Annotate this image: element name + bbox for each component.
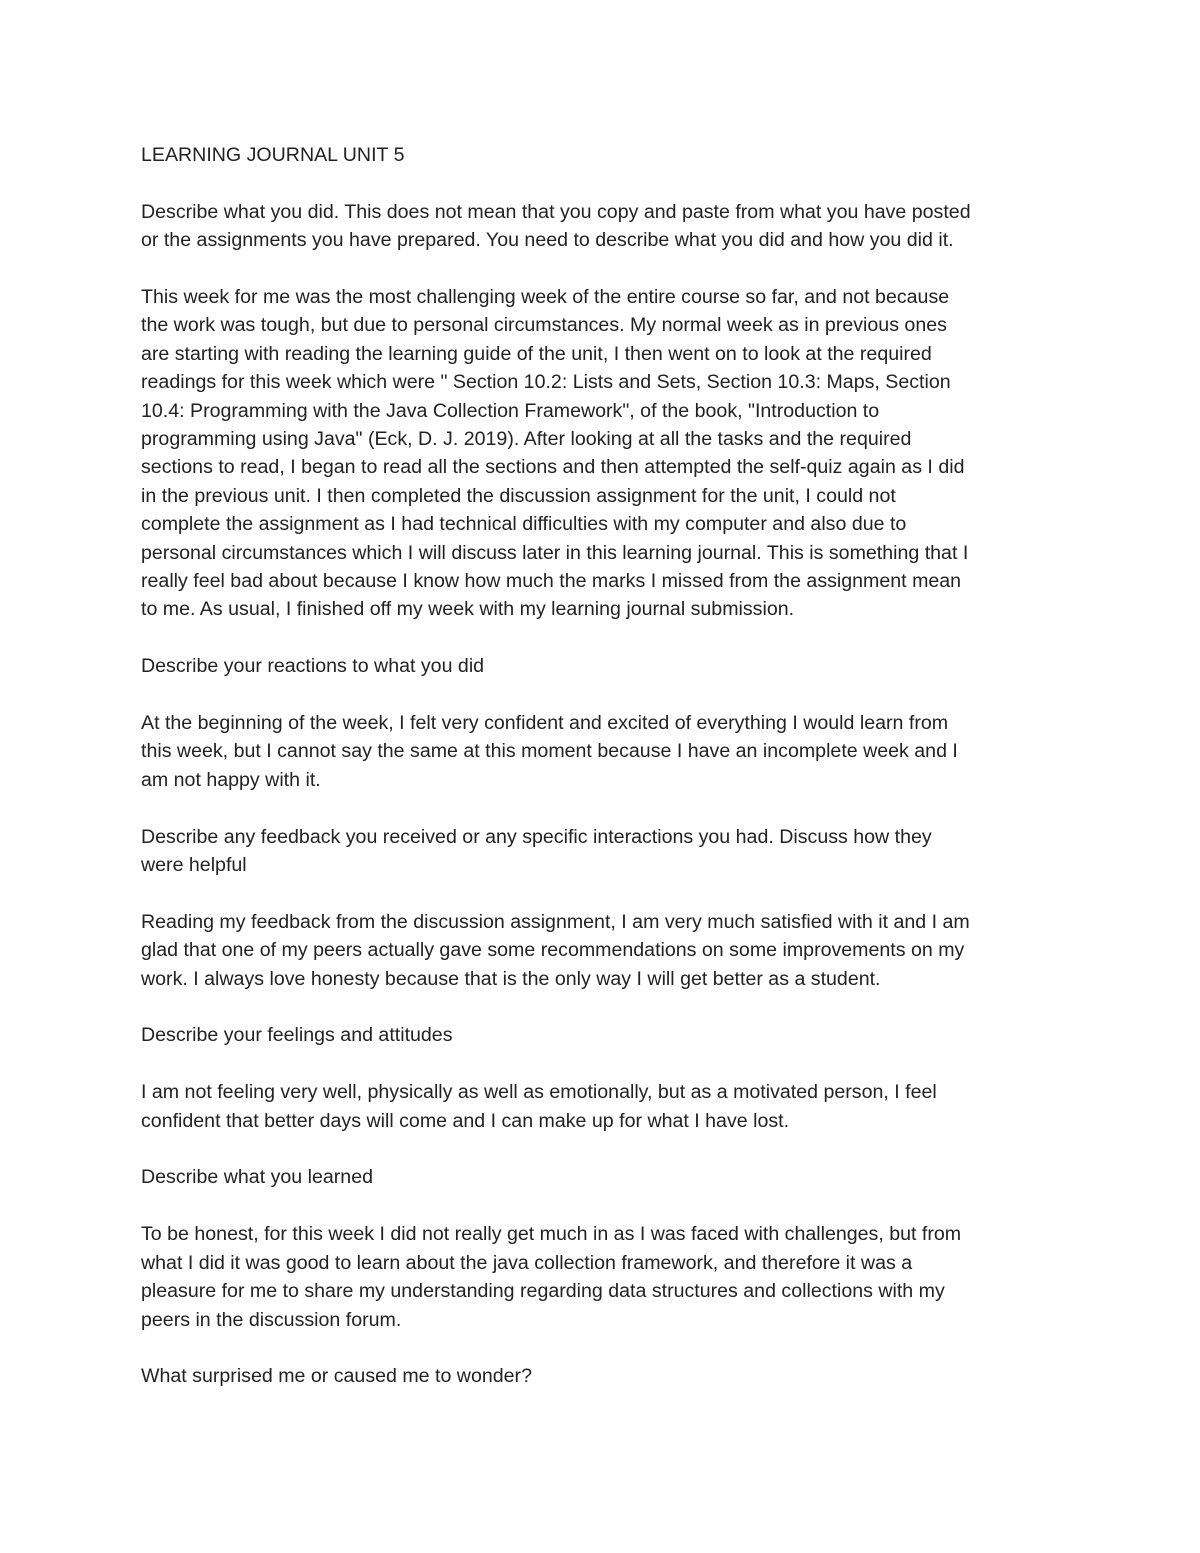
section-prompt-feedback: Describe any feedback you received or any specific interactions you had. Discuss how they were helpful bbox=[141, 825, 932, 877]
section-response-reactions: At the beginning of the week, I felt very confident and excited of everything I would learn from this week, but I cannot say the same at this moment because I have an incomplete week and I am not happy with it. bbox=[141, 712, 958, 791]
section-prompt-what-you-did: Describe what you did. This does not mean that you copy and paste from what you have posted or the assignments you have prepared. You need to describe what you did and how you did it. bbox=[141, 200, 971, 252]
document-title: LEARNING JOURNAL UNIT 5 bbox=[141, 144, 405, 166]
section-response-learned: To be honest, for this week I did not really get much in as I was faced with challenges, but from what I did it was good to learn about the java collection framework, and therefore it was a pleasure for me to share my understanding regarding data structures and collections with my peers in the discussion forum. bbox=[141, 1223, 962, 1331]
section-prompt-feelings: Describe your feelings and attitudes bbox=[141, 1024, 453, 1047]
section-response-feelings: I am not feeling very well, physically as well as emotionally, but as a motivated person, I feel confident that better days will come and I can make up for what I have lost. bbox=[141, 1081, 937, 1132]
section-response-feedback: Reading my feedback from the discussion assignment, I am very much satisfied with it and I am glad that one of my peers actually gave some recommendations on some improvements on my work. I always love honesty because that is the only way I will get better as a student. bbox=[141, 910, 970, 990]
section-prompt-learned: Describe what you learned bbox=[141, 1166, 373, 1189]
section-prompt-reactions: Describe your reactions to what you did bbox=[141, 655, 485, 678]
section-prompt-surprised: What surprised me or caused me to wonder? bbox=[141, 1365, 532, 1388]
section-response-what-you-did: This week for me was the most challenging week of the entire course so far, and not because the work was tough, but due to personal circumstances. My normal week as in previous ones are starting with reading the learning guide of the unit, I then went on to look at the required readings for this week which were " Section 10.2: Lists and Sets, Section 10.3: Maps, Section 10.4: Programming with the Java Collection Framework", of the book, "Introduction to programming using Java" (Eck, D. J. 2019). After looking at all the tasks and the required sections to read, I began to read all the sections and then attempted the self-quiz again as I did in the previous unit. I then completed the discussion assignment for the unit, I could not complete the assignment as I had technical difficulties with my computer and also due to personal circumstances which I will discuss later in this learning journal. This is something that I really feel bad about because I know how much the marks I missed from the assignment mean to me. As usual, I finished off my week with my learning journal submission. bbox=[141, 286, 969, 621]
document-page bbox=[141, 141, 1071, 1419]
